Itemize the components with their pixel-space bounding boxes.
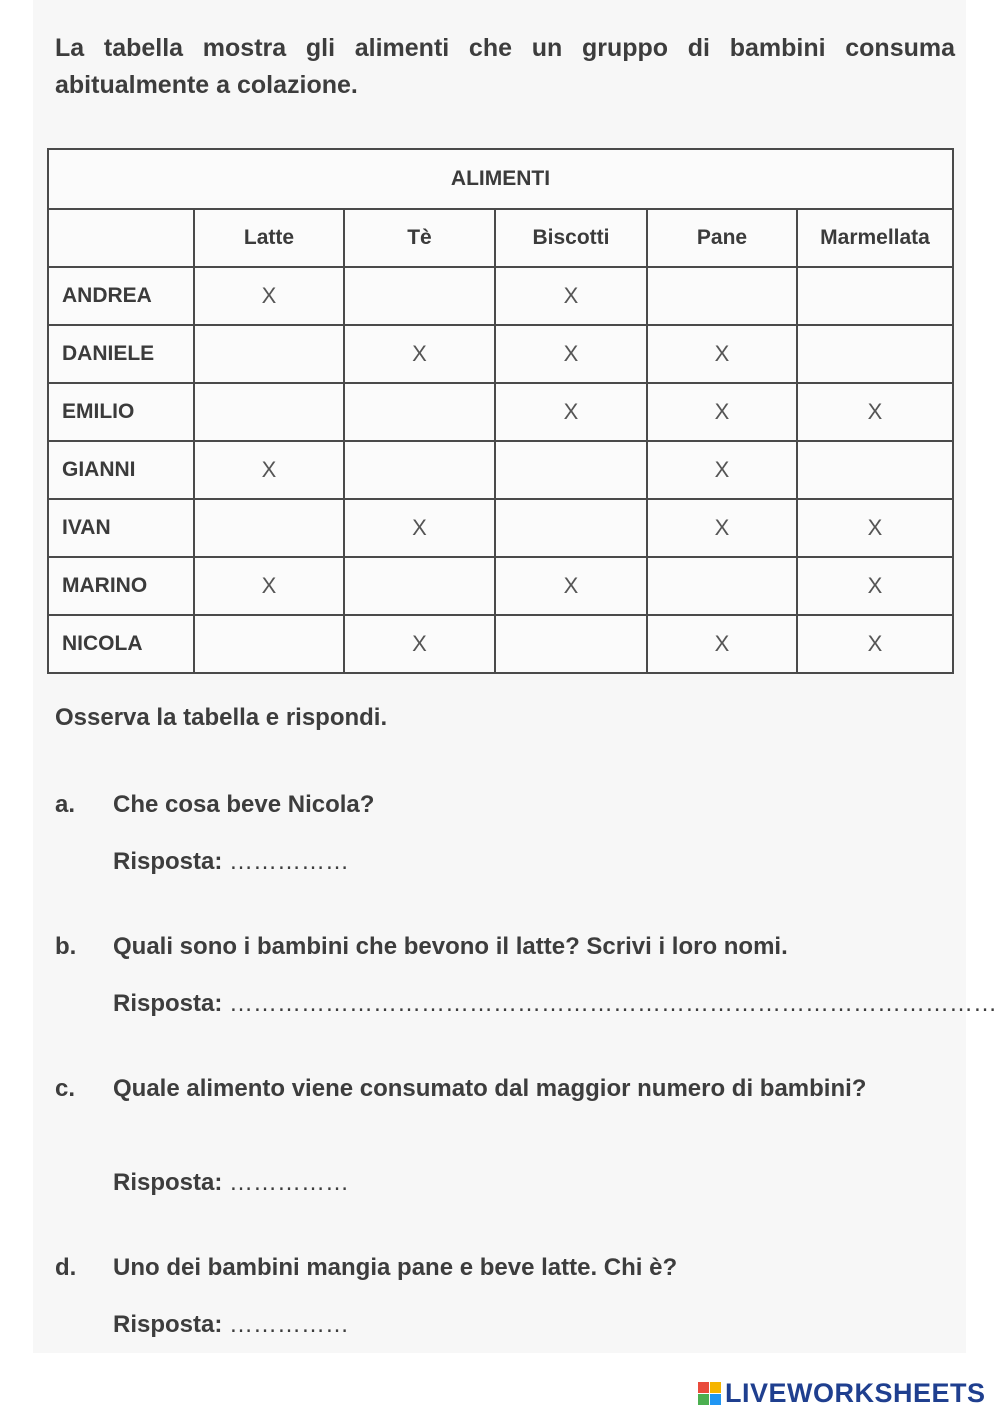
table-group-header: ALIMENTI (48, 149, 953, 209)
table-cell (344, 557, 495, 615)
table-row (48, 615, 953, 673)
table-row (48, 325, 953, 383)
answer-label: Risposta: (113, 848, 223, 875)
table-cell: X (495, 383, 647, 441)
table-cell: X (344, 499, 495, 557)
child-name-cell: EMILIO (48, 383, 194, 441)
table-cell (495, 441, 647, 499)
answer-label: Risposta: (113, 1169, 223, 1196)
question-letter: a. (55, 791, 76, 818)
table-cell: X (344, 325, 495, 383)
table-cell: X (194, 267, 344, 325)
table-cell: X (797, 383, 953, 441)
table-cell (194, 615, 344, 673)
table-cell (194, 499, 344, 557)
table-cell (495, 615, 647, 673)
question-letter: d. (55, 1254, 77, 1281)
column-header: Biscotti (495, 209, 647, 267)
table-cell: X (647, 441, 797, 499)
question-d (55, 1250, 952, 1285)
question-b (55, 929, 952, 964)
column-header: Marmellata (797, 209, 953, 267)
table-cell (194, 383, 344, 441)
column-header: Pane (647, 209, 797, 267)
question-letter: b. (55, 933, 77, 960)
answer-a[interactable] (113, 848, 349, 876)
answer-blank[interactable]: …………… (229, 1169, 350, 1196)
table-row (48, 499, 953, 557)
table-cell (344, 441, 495, 499)
table-cell (344, 267, 495, 325)
table-corner-cell (48, 209, 194, 267)
answer-label: Risposta: (113, 1311, 223, 1338)
table-row (48, 557, 953, 615)
question-text: Quale alimento viene consumato dal maggior numero di bambini? (113, 1075, 867, 1102)
child-name-cell: DANIELE (48, 325, 194, 383)
table-cell: X (495, 267, 647, 325)
table-row (48, 441, 953, 499)
answer-c[interactable] (113, 1169, 349, 1197)
table-cell (797, 325, 953, 383)
table-row (48, 267, 953, 325)
child-name-cell: MARINO (48, 557, 194, 615)
answer-b[interactable] (113, 990, 997, 1018)
answer-blank[interactable]: …………… (229, 1311, 350, 1338)
liveworksheets-logo-icon (698, 1382, 721, 1405)
table-cell (797, 267, 953, 325)
question-text: Uno dei bambini mangia pane e beve latte. Chi è? (113, 1254, 678, 1281)
child-name-cell: ANDREA (48, 267, 194, 325)
table-row (48, 383, 953, 441)
answer-blank[interactable]: …………… (229, 848, 350, 875)
table-cell (797, 441, 953, 499)
table-cell: X (797, 499, 953, 557)
child-name-cell: IVAN (48, 499, 194, 557)
table-cell: X (194, 441, 344, 499)
table-column-header-row (48, 209, 953, 267)
intro-text: La tabella mostra gli alimenti che un gruppo di bambini consuma abitualmente a colazione. (55, 34, 955, 99)
column-header: Latte (194, 209, 344, 267)
table-cell (647, 557, 797, 615)
table-cell: X (194, 557, 344, 615)
liveworksheets-brand[interactable] (698, 1378, 986, 1409)
answer-label: Risposta: (113, 990, 223, 1017)
table-cell: X (647, 325, 797, 383)
table-cell: X (797, 557, 953, 615)
question-letter: c. (55, 1075, 76, 1102)
table-cell (194, 325, 344, 383)
table-cell: X (344, 615, 495, 673)
question-text: Che cosa beve Nicola? (113, 791, 375, 818)
question-text: Quali sono i bambini che bevono il latte? Scrivi i loro nomi. (113, 933, 788, 960)
table-cell: X (797, 615, 953, 673)
table-cell: X (495, 557, 647, 615)
table-cell: X (647, 383, 797, 441)
question-c (55, 1071, 952, 1106)
food-table (47, 148, 954, 674)
answer-d[interactable] (113, 1311, 349, 1339)
instruction-text: Osserva la tabella e rispondi. (55, 704, 388, 731)
answer-blank[interactable]: …………………………………………………………………………………… (229, 990, 998, 1017)
question-a (55, 787, 952, 822)
table-cell (495, 499, 647, 557)
column-header: Tè (344, 209, 495, 267)
table-cell: X (647, 615, 797, 673)
table-cell (647, 267, 797, 325)
table-cell (344, 383, 495, 441)
brand-name: LIVEWORKSHEETS (725, 1378, 986, 1408)
table-cell: X (647, 499, 797, 557)
child-name-cell: NICOLA (48, 615, 194, 673)
child-name-cell: GIANNI (48, 441, 194, 499)
table-cell: X (495, 325, 647, 383)
